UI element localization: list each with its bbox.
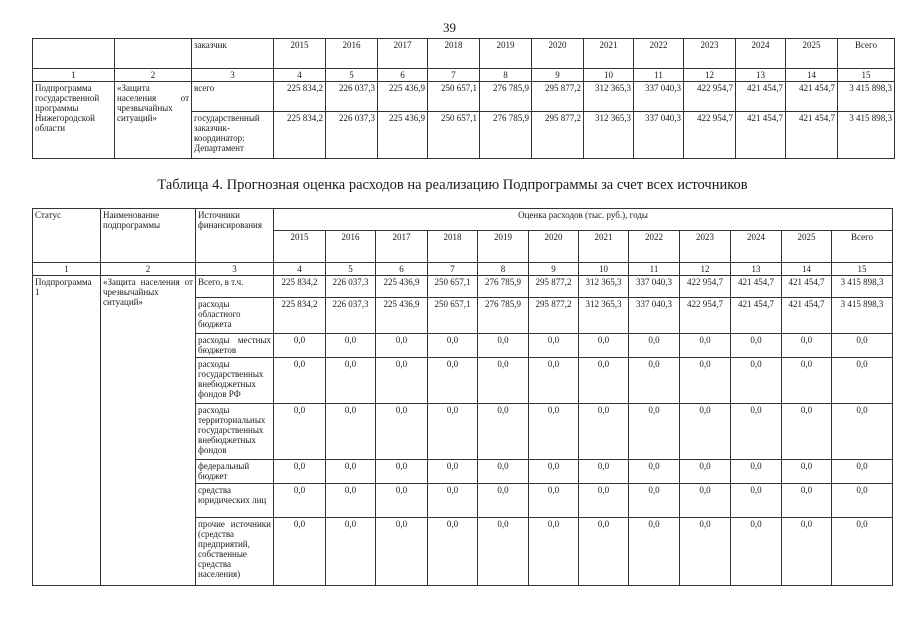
value-cell: 312 365,3 [579, 276, 629, 298]
value-cell: 0,0 [326, 518, 376, 586]
column-number: 5 [326, 263, 376, 276]
column-number: 12 [684, 69, 736, 82]
value-cell: 0,0 [428, 484, 478, 518]
sources-header: Источники финансирования [196, 209, 274, 263]
year-header: 2017 [376, 231, 428, 263]
value-cell: 421 454,7 [786, 82, 838, 112]
column-number: 13 [731, 263, 782, 276]
column-number: 13 [736, 69, 786, 82]
value-cell: 0,0 [629, 518, 680, 586]
value-cell: 276 785,9 [478, 276, 529, 298]
value-cell: 276 785,9 [480, 112, 532, 159]
value-cell: 0,0 [579, 518, 629, 586]
value-cell: 0,0 [680, 358, 731, 404]
value-cell: 0,0 [529, 404, 579, 460]
value-cell: 0,0 [832, 334, 893, 358]
value-cell: 0,0 [376, 460, 428, 484]
value-cell: 0,0 [782, 460, 832, 484]
column-number: 1 [33, 69, 115, 82]
value-cell: 0,0 [629, 358, 680, 404]
value-cell: 421 454,7 [782, 298, 832, 334]
value-cell: 250 657,1 [428, 276, 478, 298]
value-cell: 312 365,3 [584, 82, 634, 112]
column-number: 3 [196, 263, 274, 276]
column-number: 4 [274, 263, 326, 276]
value-cell: 0,0 [274, 334, 326, 358]
value-cell: 0,0 [376, 404, 428, 460]
value-cell: 0,0 [478, 404, 529, 460]
source-label: расходы областного бюджета [196, 298, 274, 334]
value-cell: 0,0 [326, 358, 376, 404]
value-cell: 0,0 [428, 518, 478, 586]
value-cell: 0,0 [731, 404, 782, 460]
column-number: 15 [832, 263, 893, 276]
value-cell: 225 436,9 [376, 298, 428, 334]
value-cell: 0,0 [326, 404, 376, 460]
value-cell: 0,0 [680, 484, 731, 518]
value-cell: 422 954,7 [680, 276, 731, 298]
value-cell: 295 877,2 [529, 298, 579, 334]
value-cell: 250 657,1 [428, 112, 480, 159]
value-cell: 0,0 [731, 358, 782, 404]
value-cell: 225 834,2 [274, 276, 326, 298]
value-cell: 0,0 [680, 404, 731, 460]
value-cell: 337 040,3 [629, 298, 680, 334]
column-number: 7 [428, 69, 480, 82]
value-cell: 0,0 [579, 484, 629, 518]
table-title: Таблица 4. Прогнозная оценка расходов на реализацию Подпрограммы за счет всех источников [157, 177, 748, 193]
value-cell: 250 657,1 [428, 82, 480, 112]
source-label: расходы местных бюджетов [196, 334, 274, 358]
value-cell: 250 657,1 [428, 298, 478, 334]
value-cell: 0,0 [782, 484, 832, 518]
column-number: 15 [838, 69, 895, 82]
row-label: государственный заказчик-координатор: Департамент [192, 112, 274, 159]
value-cell: 0,0 [629, 460, 680, 484]
value-cell: 0,0 [376, 334, 428, 358]
row-label: всего [192, 82, 274, 112]
column-number: 10 [584, 69, 634, 82]
value-cell: 0,0 [478, 484, 529, 518]
value-cell: 0,0 [326, 484, 376, 518]
value-cell: 0,0 [274, 358, 326, 404]
customer-header: заказчик [192, 39, 274, 69]
value-cell: 422 954,7 [684, 112, 736, 159]
table-row [33, 82, 895, 112]
value-cell: 0,0 [731, 518, 782, 586]
value-cell: 337 040,3 [634, 82, 684, 112]
value-cell: 0,0 [326, 334, 376, 358]
value-cell: 0,0 [731, 334, 782, 358]
subprogram-name-cell: «Защита населения от чрезвычайных ситуаций» [115, 82, 192, 159]
value-cell: 0,0 [579, 358, 629, 404]
value-cell: 0,0 [832, 404, 893, 460]
value-cell: 225 436,9 [376, 276, 428, 298]
value-cell: 276 785,9 [480, 82, 532, 112]
value-cell: 0,0 [274, 460, 326, 484]
estimate-header: Оценка расходов (тыс. руб.), годы [274, 209, 893, 231]
value-cell: 226 037,3 [326, 276, 376, 298]
value-cell: 225 834,2 [274, 298, 326, 334]
value-cell: 0,0 [376, 484, 428, 518]
year-header: 2015 [274, 39, 326, 69]
value-cell: 0,0 [376, 518, 428, 586]
value-cell: 0,0 [579, 460, 629, 484]
value-cell: 0,0 [782, 358, 832, 404]
year-header: 2019 [480, 39, 532, 69]
value-cell: 0,0 [428, 358, 478, 404]
value-cell: 337 040,3 [634, 112, 684, 159]
table-row [33, 276, 893, 298]
column-number: 9 [529, 263, 579, 276]
value-cell: 0,0 [478, 460, 529, 484]
value-cell: 0,0 [832, 460, 893, 484]
value-cell: 295 877,2 [532, 112, 584, 159]
column-number: 11 [634, 69, 684, 82]
value-cell: 0,0 [680, 460, 731, 484]
value-cell: 0,0 [629, 404, 680, 460]
year-header: 2017 [378, 39, 428, 69]
value-cell: 0,0 [428, 404, 478, 460]
year-header: 2016 [326, 39, 378, 69]
value-cell: 295 877,2 [529, 276, 579, 298]
source-label: расходы территориальных государственных внебюджетных фондов [196, 404, 274, 460]
column-number: 14 [786, 69, 838, 82]
source-label: расходы государственных внебюджетных фондов РФ [196, 358, 274, 404]
column-number: 6 [376, 263, 428, 276]
column-number: 10 [579, 263, 629, 276]
value-cell: 276 785,9 [478, 298, 529, 334]
year-header: 2020 [529, 231, 579, 263]
value-cell: 312 365,3 [584, 112, 634, 159]
value-cell: 0,0 [629, 334, 680, 358]
column-number: 5 [326, 69, 378, 82]
value-cell: 0,0 [731, 484, 782, 518]
status-cell: Подпрограмма 1 [33, 276, 101, 586]
value-cell: 0,0 [832, 484, 893, 518]
year-header: 2022 [634, 39, 684, 69]
total-header: Всего [838, 39, 895, 69]
value-cell: 0,0 [782, 334, 832, 358]
header-row [33, 209, 893, 231]
value-cell: 3 415 898,3 [838, 112, 895, 159]
year-header: 2021 [579, 231, 629, 263]
year-header: 2022 [629, 231, 680, 263]
value-cell: 421 454,7 [736, 82, 786, 112]
value-cell: 0,0 [579, 404, 629, 460]
column-number: 9 [532, 69, 584, 82]
status-header: Статус [33, 209, 101, 263]
year-header: 2019 [478, 231, 529, 263]
source-label: Всего, в т.ч. [196, 276, 274, 298]
value-cell: 0,0 [428, 334, 478, 358]
value-cell: 0,0 [274, 518, 326, 586]
value-cell: 422 954,7 [684, 82, 736, 112]
value-cell: 0,0 [478, 334, 529, 358]
year-header: 2020 [532, 39, 584, 69]
value-cell: 295 877,2 [532, 82, 584, 112]
year-header: 2023 [680, 231, 731, 263]
value-cell: 225 834,2 [274, 112, 326, 159]
value-cell: 225 436,9 [378, 82, 428, 112]
value-cell: 0,0 [680, 334, 731, 358]
value-cell: 421 454,7 [786, 112, 838, 159]
year-header: 2015 [274, 231, 326, 263]
year-header: 2021 [584, 39, 634, 69]
column-number: 12 [680, 263, 731, 276]
value-cell: 0,0 [629, 484, 680, 518]
value-cell: 0,0 [782, 404, 832, 460]
value-cell: 312 365,3 [579, 298, 629, 334]
column-number-row [33, 263, 893, 276]
value-cell: 337 040,3 [629, 276, 680, 298]
value-cell: 3 415 898,3 [838, 82, 895, 112]
value-cell: 0,0 [529, 484, 579, 518]
column-number: 11 [629, 263, 680, 276]
value-cell: 0,0 [529, 334, 579, 358]
value-cell: 226 037,3 [326, 298, 376, 334]
name-header: Наименование подпрограммы [101, 209, 196, 263]
year-header: 2018 [428, 231, 478, 263]
value-cell: 0,0 [782, 518, 832, 586]
status-cell: Подпрограмма государственной программы Нижегородской области [33, 82, 115, 159]
value-cell: 0,0 [478, 518, 529, 586]
value-cell: 0,0 [731, 460, 782, 484]
value-cell: 0,0 [832, 358, 893, 404]
column-number: 7 [428, 263, 478, 276]
source-label: федеральный бюджет [196, 460, 274, 484]
value-cell: 0,0 [579, 334, 629, 358]
column-number: 6 [378, 69, 428, 82]
value-cell: 0,0 [680, 518, 731, 586]
subprogram-summary-table [32, 38, 895, 159]
year-header: 2025 [782, 231, 832, 263]
column-number: 2 [101, 263, 196, 276]
value-cell: 0,0 [529, 460, 579, 484]
value-cell: 421 454,7 [782, 276, 832, 298]
value-cell: 225 834,2 [274, 82, 326, 112]
value-cell: 0,0 [478, 358, 529, 404]
value-cell: 422 954,7 [680, 298, 731, 334]
value-cell: 0,0 [428, 460, 478, 484]
value-cell: 0,0 [529, 358, 579, 404]
value-cell: 0,0 [326, 460, 376, 484]
column-number: 3 [192, 69, 274, 82]
expense-forecast-table [32, 208, 893, 586]
source-label: прочие источники (средства предприятий, собственные средства населения) [196, 518, 274, 586]
subprogram-name-cell: «Защита населения от чрезвычайных ситуаций» [101, 276, 196, 586]
value-cell: 226 037,3 [326, 82, 378, 112]
value-cell: 421 454,7 [736, 112, 786, 159]
value-cell: 0,0 [274, 484, 326, 518]
value-cell: 0,0 [529, 518, 579, 586]
column-number: 8 [480, 69, 532, 82]
year-header: 2023 [684, 39, 736, 69]
value-cell: 421 454,7 [731, 276, 782, 298]
year-header: 2025 [786, 39, 838, 69]
value-cell: 225 436,9 [378, 112, 428, 159]
column-number: 8 [478, 263, 529, 276]
column-number: 1 [33, 263, 101, 276]
year-header: 2018 [428, 39, 480, 69]
value-cell: 3 415 898,3 [832, 276, 893, 298]
header-row [33, 39, 895, 69]
year-header: 2016 [326, 231, 376, 263]
value-cell: 0,0 [376, 358, 428, 404]
source-label: средства юридических лиц [196, 484, 274, 518]
column-number: 14 [782, 263, 832, 276]
column-number: 2 [115, 69, 192, 82]
page-number: 39 [443, 20, 456, 35]
column-number: 4 [274, 69, 326, 82]
year-header: 2024 [731, 231, 782, 263]
column-number-row [33, 69, 895, 82]
total-header: Всего [832, 231, 893, 263]
year-header: 2024 [736, 39, 786, 69]
value-cell: 0,0 [274, 404, 326, 460]
value-cell: 3 415 898,3 [832, 298, 893, 334]
value-cell: 0,0 [832, 518, 893, 586]
value-cell: 226 037,3 [326, 112, 378, 159]
value-cell: 421 454,7 [731, 298, 782, 334]
